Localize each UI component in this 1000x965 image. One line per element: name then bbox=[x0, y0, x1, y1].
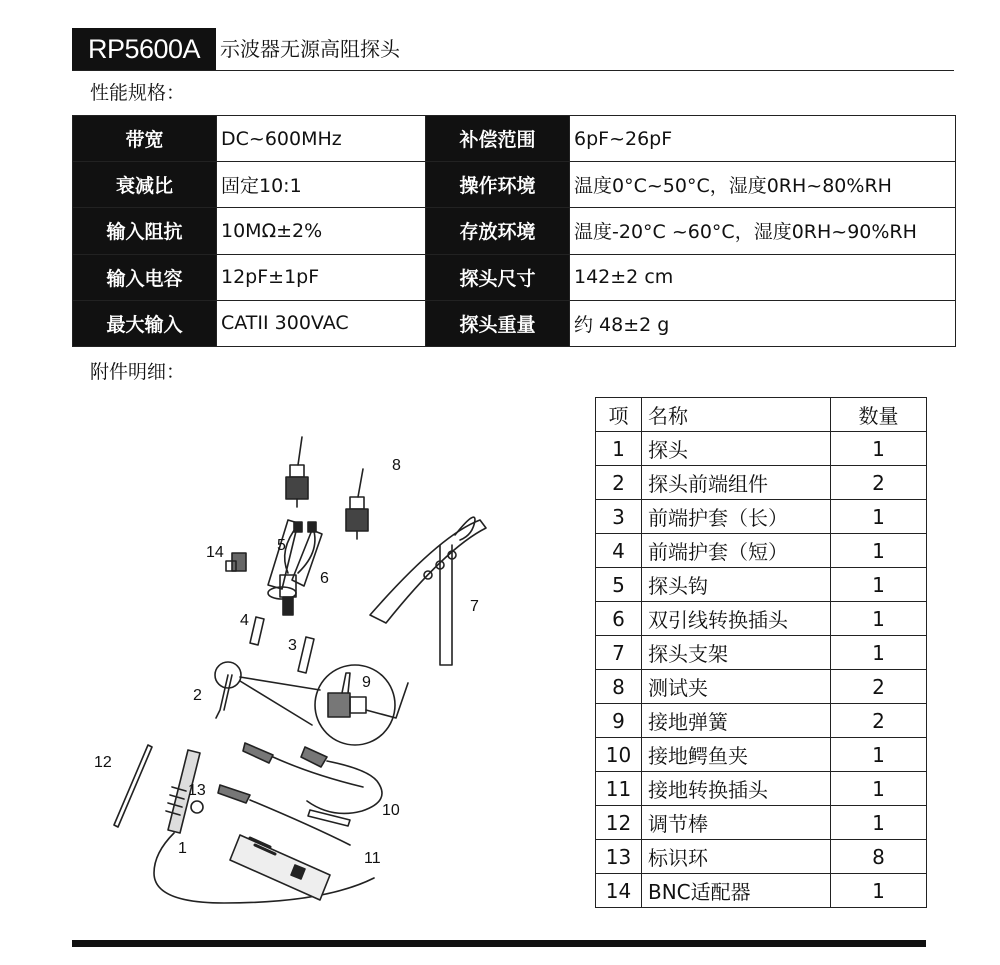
spec-key: 衰减比 bbox=[73, 162, 217, 208]
callout-13: 13 bbox=[188, 782, 206, 799]
parts-row bbox=[596, 432, 927, 466]
accessory-diagram bbox=[80, 425, 580, 925]
part-quantity: 1 bbox=[831, 874, 927, 908]
spec-key: 存放环境 bbox=[426, 208, 570, 254]
spec-key: 探头重量 bbox=[426, 300, 570, 346]
part-number: 7 bbox=[596, 636, 642, 670]
parts-row bbox=[596, 806, 927, 840]
callout-12: 12 bbox=[94, 754, 112, 771]
part-number: 8 bbox=[596, 670, 642, 704]
parts-row bbox=[596, 704, 927, 738]
specs-heading: 性能规格： bbox=[90, 82, 186, 104]
callout-2: 2 bbox=[193, 687, 202, 704]
spec-value: 12pF±1pF bbox=[217, 254, 426, 300]
parts-row bbox=[596, 636, 927, 670]
part-number: 9 bbox=[596, 704, 642, 738]
part-name: 接地鳄鱼夹 bbox=[642, 738, 831, 772]
parts-header-item: 项 bbox=[596, 398, 642, 432]
callout-14: 14 bbox=[206, 544, 224, 561]
part-quantity: 1 bbox=[831, 500, 927, 534]
parts-row bbox=[596, 602, 927, 636]
part-number: 12 bbox=[596, 806, 642, 840]
spec-value: CATII 300VAC bbox=[217, 300, 426, 346]
callout-9: 9 bbox=[362, 674, 371, 691]
callout-6: 6 bbox=[320, 570, 329, 587]
part-name: 前端护套（长） bbox=[642, 500, 831, 534]
part-number: 5 bbox=[596, 568, 642, 602]
parts-row bbox=[596, 772, 927, 806]
spec-value: 固定10:1 bbox=[217, 162, 426, 208]
part-name: 探头钩 bbox=[642, 568, 831, 602]
part-number: 6 bbox=[596, 602, 642, 636]
spec-value: 约 48±2 g bbox=[570, 300, 956, 346]
part-quantity: 1 bbox=[831, 534, 927, 568]
accessories-heading: 附件明细： bbox=[90, 361, 186, 383]
part-quantity: 2 bbox=[831, 466, 927, 500]
part-number: 14 bbox=[596, 874, 642, 908]
part-number: 2 bbox=[596, 466, 642, 500]
part-number: 4 bbox=[596, 534, 642, 568]
parts-table bbox=[595, 397, 927, 908]
spec-row bbox=[73, 300, 956, 346]
probe-drawing bbox=[154, 750, 374, 903]
parts-row bbox=[596, 738, 927, 772]
spec-key: 探头尺寸 bbox=[426, 254, 570, 300]
part-quantity: 1 bbox=[831, 772, 927, 806]
model-tag: RP5600A bbox=[72, 28, 216, 70]
callout-1: 1 bbox=[178, 840, 187, 857]
parts-row bbox=[596, 670, 927, 704]
part-quantity: 2 bbox=[831, 704, 927, 738]
part-quantity: 1 bbox=[831, 432, 927, 466]
part-number: 13 bbox=[596, 840, 642, 874]
bottom-rule bbox=[72, 940, 926, 947]
parts-row bbox=[596, 840, 927, 874]
probe-tip-drawing bbox=[215, 662, 241, 718]
spec-key: 输入阻抗 bbox=[73, 208, 217, 254]
callout-8: 8 bbox=[392, 457, 401, 474]
part-name: 调节棒 bbox=[642, 806, 831, 840]
spec-row bbox=[73, 254, 956, 300]
part-name: 探头支架 bbox=[642, 636, 831, 670]
callout-5: 5 bbox=[277, 537, 286, 554]
part-quantity: 1 bbox=[831, 806, 927, 840]
spec-row bbox=[73, 116, 956, 162]
parts-row bbox=[596, 500, 927, 534]
callout-7: 7 bbox=[470, 598, 479, 615]
part-number: 3 bbox=[596, 500, 642, 534]
front-sleeves-drawing bbox=[250, 617, 314, 673]
spec-value: 温度0°C~50°C，湿度0RH~80%RH bbox=[570, 162, 956, 208]
part-name: 探头前端组件 bbox=[642, 466, 831, 500]
probe-stand-drawing bbox=[370, 517, 486, 665]
parts-row bbox=[596, 874, 927, 908]
part-quantity: 1 bbox=[831, 636, 927, 670]
part-name: 双引线转换插头 bbox=[642, 602, 831, 636]
adjustment-rod-drawing bbox=[114, 745, 152, 827]
part-name: BNC适配器 bbox=[642, 874, 831, 908]
part-number: 11 bbox=[596, 772, 642, 806]
part-name: 接地转换插头 bbox=[642, 772, 831, 806]
part-number: 1 bbox=[596, 432, 642, 466]
ground-spring-drawing bbox=[240, 665, 408, 745]
spec-key: 输入电容 bbox=[73, 254, 217, 300]
callout-10: 10 bbox=[382, 802, 400, 819]
part-name: 探头 bbox=[642, 432, 831, 466]
spec-key: 带宽 bbox=[73, 116, 217, 162]
spec-key: 补偿范围 bbox=[426, 116, 570, 162]
parts-row bbox=[596, 466, 927, 500]
part-number: 10 bbox=[596, 738, 642, 772]
spec-table bbox=[72, 115, 956, 347]
part-quantity: 8 bbox=[831, 840, 927, 874]
part-name: 接地弹簧 bbox=[642, 704, 831, 738]
ground-clip-drawing bbox=[218, 743, 382, 845]
title-bar bbox=[72, 28, 954, 71]
part-name: 标识环 bbox=[642, 840, 831, 874]
marker-ring-drawing bbox=[191, 801, 203, 813]
parts-row bbox=[596, 568, 927, 602]
spec-row bbox=[73, 208, 956, 254]
spec-value: 142±2 cm bbox=[570, 254, 956, 300]
part-quantity: 1 bbox=[831, 602, 927, 636]
spec-key: 最大输入 bbox=[73, 300, 217, 346]
parts-header-name: 名称 bbox=[642, 398, 831, 432]
callout-3: 3 bbox=[288, 637, 297, 654]
callout-11: 11 bbox=[364, 850, 381, 867]
spec-key: 操作环境 bbox=[426, 162, 570, 208]
spec-value: 10MΩ±2% bbox=[217, 208, 426, 254]
spec-value: 温度-20°C ~60°C，湿度0RH~90%RH bbox=[570, 208, 956, 254]
parts-header-row bbox=[596, 398, 927, 432]
part-name: 前端护套（短） bbox=[642, 534, 831, 568]
parts-row bbox=[596, 534, 927, 568]
part-quantity: 1 bbox=[831, 568, 927, 602]
part-name: 测试夹 bbox=[642, 670, 831, 704]
parts-header-qty: 数量 bbox=[831, 398, 927, 432]
part-quantity: 1 bbox=[831, 738, 927, 772]
spec-value: DC~600MHz bbox=[217, 116, 426, 162]
product-title: 示波器无源高阻探头 bbox=[220, 37, 400, 61]
spec-value: 6pF~26pF bbox=[570, 116, 956, 162]
spec-row bbox=[73, 162, 956, 208]
part-quantity: 2 bbox=[831, 670, 927, 704]
bnc-adapter-drawing bbox=[226, 553, 246, 571]
callout-4: 4 bbox=[240, 612, 249, 629]
